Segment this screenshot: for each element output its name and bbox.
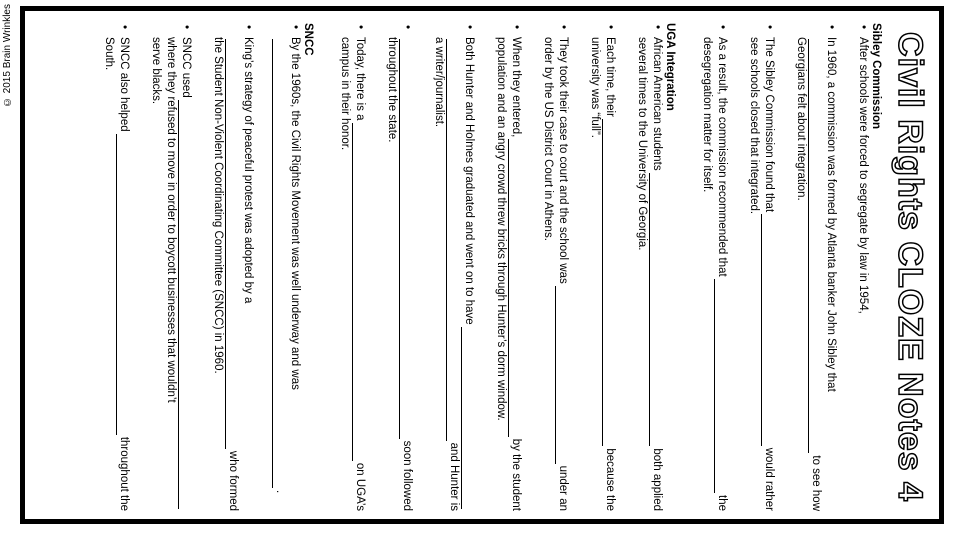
bullet-list	[682, 23, 870, 511]
note-line	[178, 37, 193, 511]
fill-in-blank[interactable]	[508, 139, 521, 436]
notes-body	[84, 23, 882, 511]
note-line	[240, 37, 255, 511]
note-text-after-blank: the	[716, 495, 728, 511]
note-line	[602, 37, 617, 511]
note-line	[225, 37, 240, 511]
fill-in-blank[interactable]	[116, 134, 129, 435]
note-text-after-blank: who formed	[227, 450, 239, 511]
note-text: • When they entered,	[510, 37, 522, 138]
note-line	[808, 37, 823, 511]
item-spacer	[729, 23, 746, 511]
note-line	[337, 37, 352, 511]
bullet-item	[793, 23, 838, 511]
bullet-item	[540, 23, 570, 511]
note-line	[540, 37, 555, 511]
item-spacer	[414, 23, 431, 511]
section-heading: SNCC	[302, 23, 314, 56]
note-text-after-blank: on UGA’s	[354, 462, 366, 511]
note-text: a writer/journalist.	[433, 37, 445, 128]
note-line	[101, 37, 116, 511]
fill-in-blank[interactable]	[272, 39, 285, 488]
note-line	[116, 37, 131, 511]
bullet-item	[384, 23, 414, 511]
note-text: several times to the University of Georgia.	[636, 37, 648, 251]
worksheet-frame	[20, 6, 944, 524]
note-text-after-blank: throughout the	[118, 436, 130, 511]
bullet-item	[855, 23, 870, 511]
note-line	[446, 37, 461, 511]
note-line	[508, 37, 523, 511]
note-line	[461, 37, 476, 511]
note-text: throughout the state.	[386, 37, 398, 143]
worksheet-title: Civil Rights CLOZE Notes 4	[891, 32, 929, 502]
note-line	[163, 37, 178, 511]
note-text-after-blank: would rather	[763, 447, 775, 511]
note-text: serve blacks.	[150, 37, 162, 105]
fill-in-blank[interactable]	[602, 119, 615, 446]
section-heading: UGA Integration	[664, 23, 676, 111]
note-text: the Student Non-Violent Coordinating Committee (SNCC) in 1960.	[212, 37, 224, 374]
note-text: where they refused to move in order to boycott businesses that wouldn’t	[165, 37, 177, 403]
fill-in-blank[interactable]	[178, 100, 191, 509]
note-text-after-blank: both applied	[651, 448, 663, 511]
bullet-item	[101, 23, 131, 511]
item-spacer	[131, 23, 148, 511]
note-line	[384, 37, 399, 511]
bullet-item	[493, 23, 523, 511]
note-text: • As a result, the commission recommended that	[716, 37, 728, 277]
note-line	[287, 37, 302, 511]
note-line	[555, 37, 570, 511]
fill-in-blank[interactable]	[352, 123, 365, 461]
note-line	[352, 37, 367, 511]
note-text: • After schools were forced to segregate by law in 1954,	[857, 37, 869, 314]
bullet-item	[272, 23, 302, 511]
note-text: • Each time, their	[604, 37, 616, 117]
note-line	[793, 37, 808, 511]
note-line	[699, 37, 714, 511]
note-line	[714, 37, 729, 511]
note-line	[649, 37, 664, 511]
note-text: Georgians felt about integration.	[795, 37, 807, 201]
item-spacer	[682, 23, 699, 511]
bullet-item	[587, 23, 617, 511]
bullet-item	[210, 23, 255, 511]
item-spacer	[570, 23, 587, 511]
item-spacer	[255, 23, 272, 511]
bullet-list	[320, 23, 664, 511]
note-text: • In 1960, a commission was formed by Atlanta banker John Sibley that	[825, 37, 837, 392]
note-text: population and an angry crowd threw bricks through Hunter’s dorm window.	[495, 37, 507, 421]
fill-in-blank[interactable]	[461, 327, 474, 509]
note-text-after-blank: .	[274, 490, 286, 494]
fill-in-blank[interactable]	[761, 214, 774, 446]
note-line	[761, 37, 776, 511]
item-spacer	[838, 23, 855, 511]
note-text-after-blank: because the	[604, 448, 616, 511]
fill-in-blank[interactable]	[555, 286, 568, 464]
item-spacer	[367, 23, 384, 511]
note-text: • SNCC also helped	[118, 37, 130, 132]
note-line	[210, 37, 225, 511]
bullet-item	[431, 23, 476, 511]
note-text: university was “full”.	[589, 37, 601, 138]
fill-in-blank[interactable]	[446, 39, 459, 441]
fill-in-blank[interactable]	[225, 39, 238, 449]
note-text: • Both Hunter and Holmes graduated and went on to have	[463, 37, 475, 325]
fill-in-blank[interactable]	[649, 173, 662, 447]
section-heading: Sibley Commission	[870, 23, 882, 130]
note-line	[823, 37, 838, 511]
note-text-after-blank: to see how	[810, 455, 822, 511]
note-line	[493, 37, 508, 511]
note-text: campus in their honor.	[339, 37, 351, 151]
fill-in-blank[interactable]	[714, 279, 727, 493]
note-text-after-blank: and Hunter is	[448, 442, 460, 511]
bullet-item	[337, 23, 367, 511]
note-line	[587, 37, 602, 511]
note-text: • Today, there is a	[354, 37, 366, 121]
note-text: South.	[103, 37, 115, 71]
item-spacer	[523, 23, 540, 511]
note-text: • They took their case to court and the school was	[557, 37, 569, 284]
bullet-item	[699, 23, 729, 511]
note-text: • By the 1960s, the Civil Rights Movement was well underway and was	[289, 37, 301, 390]
item-spacer	[776, 23, 793, 511]
copyright-strip	[0, 0, 18, 540]
note-text-after-blank: • soon followed	[401, 440, 413, 511]
worksheet-page	[25, 11, 939, 529]
fill-in-blank[interactable]	[808, 39, 821, 453]
note-text: order by the US District Court in Athens.	[542, 37, 554, 241]
note-text: • The Sibley Commission found that	[763, 37, 775, 213]
note-text: • King’s strategy of peaceful protest was adopted by a	[242, 37, 254, 304]
note-text: • African American students	[651, 37, 663, 171]
note-line	[746, 37, 761, 511]
note-text: desegregation matter for itself.	[701, 37, 713, 193]
item-spacer	[617, 23, 634, 511]
item-spacer	[84, 23, 101, 511]
item-spacer	[320, 23, 337, 511]
note-line	[148, 37, 163, 511]
note-text: see schools closed that integrated.	[748, 37, 760, 215]
note-line	[272, 37, 287, 511]
note-line	[634, 37, 649, 511]
note-line	[399, 37, 414, 511]
bullet-item	[634, 23, 664, 511]
bullet-item	[148, 23, 193, 511]
bullet-list	[84, 23, 302, 511]
note-text: • SNCC used	[180, 37, 192, 98]
note-line	[855, 37, 870, 511]
bullet-item	[746, 23, 776, 511]
note-text-after-blank: under an	[557, 465, 569, 511]
note-text-after-blank: by the student	[510, 438, 522, 511]
note-line	[431, 37, 446, 511]
item-spacer	[193, 23, 210, 511]
fill-in-blank[interactable]	[399, 39, 412, 439]
item-spacer	[476, 23, 493, 511]
copyright-text: © 2015 Brain Wrinkles	[2, 4, 13, 108]
